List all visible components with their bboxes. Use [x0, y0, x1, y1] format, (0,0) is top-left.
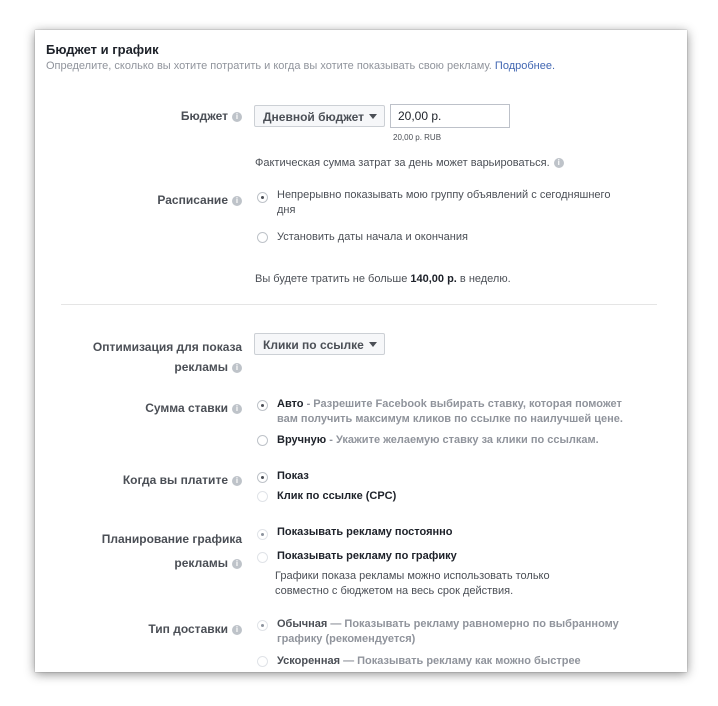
- ad-schedule-label-line2: рекламы: [174, 556, 228, 570]
- bid-auto-radio[interactable]: [257, 400, 268, 411]
- info-icon[interactable]: i: [232, 196, 242, 206]
- optimization-dropdown[interactable]: [254, 333, 385, 355]
- info-icon[interactable]: i: [232, 559, 242, 569]
- delivery-label-text: Тип доставки: [148, 622, 228, 636]
- spend-prefix: Вы будете тратить не больше: [255, 273, 411, 285]
- schedule-continuous-line2: дня: [277, 204, 296, 216]
- optimization-label-line1: Оптимизация для показа: [92, 340, 242, 354]
- info-icon[interactable]: i: [232, 404, 242, 414]
- delivery-standard-radio[interactable]: [257, 620, 268, 631]
- bid-label-text: Сумма ставки: [145, 401, 228, 415]
- delivery-accelerated-desc: — Показывать рекламу как можно быстрее: [340, 655, 581, 667]
- delivery-standard-desc2: графику (рекомендуется): [277, 633, 416, 645]
- budget-note: [255, 157, 564, 169]
- budget-amount-input[interactable]: [390, 104, 510, 128]
- info-icon[interactable]: i: [554, 158, 564, 168]
- learn-more-link[interactable]: Подробнее.: [494, 60, 556, 72]
- budget-label: [181, 109, 242, 123]
- ad-schedule-always-option[interactable]: [277, 525, 453, 540]
- delivery-standard-option[interactable]: [277, 617, 619, 647]
- ad-schedule-always-label: Показывать рекламу постоянно: [277, 526, 453, 538]
- budget-currency-hint: 20,00 р. RUB: [393, 133, 442, 142]
- budget-type-label: Дневной бюджет: [263, 110, 364, 124]
- bid-manual-radio[interactable]: [257, 435, 268, 446]
- budget-label-text: Бюджет: [180, 109, 228, 123]
- schedule-continuous-option[interactable]: [277, 188, 610, 218]
- bid-manual-title: Вручную: [277, 434, 327, 446]
- section-subtitle: [46, 60, 555, 72]
- delivery-label: [148, 622, 242, 636]
- delivery-standard-title: Обычная: [277, 618, 328, 630]
- info-icon[interactable]: i: [232, 476, 242, 486]
- ad-schedule-note: [275, 569, 550, 599]
- ad-schedule-label: [102, 527, 242, 575]
- delivery-standard-desc1: — Показывать рекламу равномерно по выбранному: [327, 618, 619, 630]
- payment-impression-label: Показ: [277, 470, 309, 482]
- schedule-dates-radio[interactable]: [257, 232, 268, 243]
- bid-manual-option[interactable]: [277, 433, 599, 448]
- delivery-accelerated-option[interactable]: [277, 654, 581, 669]
- section-divider: [61, 304, 657, 305]
- spend-suffix: в неделю.: [456, 273, 511, 285]
- bid-auto-title: Авто: [277, 398, 304, 410]
- spend-amount: 140,00 р.: [410, 273, 457, 285]
- weekly-spend-note: [255, 273, 511, 285]
- bid-auto-desc1: - Разрешите Facebook выбирать ставку, которая поможет: [303, 398, 622, 410]
- schedule-continuous-radio[interactable]: [257, 192, 268, 203]
- info-icon[interactable]: i: [232, 112, 242, 122]
- info-icon[interactable]: i: [232, 363, 242, 373]
- schedule-label: [157, 193, 242, 207]
- payment-impression-option[interactable]: [277, 469, 309, 484]
- ad-schedule-custom-label: Показывать рекламу по графику: [277, 550, 457, 562]
- payment-label-text: Когда вы платите: [122, 473, 228, 487]
- delivery-accelerated-radio[interactable]: [257, 656, 268, 667]
- schedule-dates-option[interactable]: Установить даты начала и окончания: [277, 231, 468, 243]
- delivery-accelerated-title: Ускоренная: [277, 655, 341, 667]
- schedule-continuous-line1: Непрерывно показывать мою группу объявлений с сегодняшнего: [277, 189, 611, 201]
- payment-label: [123, 473, 242, 487]
- payment-cpc-radio[interactable]: [257, 491, 268, 502]
- optimization-label: [93, 337, 242, 377]
- budget-schedule-panel: [35, 30, 687, 672]
- ad-schedule-always-radio[interactable]: [257, 529, 268, 540]
- ad-schedule-custom-option[interactable]: [277, 549, 457, 564]
- bid-label: [145, 401, 242, 415]
- bid-auto-option[interactable]: [277, 397, 623, 427]
- chevron-down-icon: [369, 114, 377, 119]
- schedule-label-text: Расписание: [157, 193, 228, 207]
- optimization-label-line2: рекламы: [174, 360, 228, 374]
- payment-impression-radio[interactable]: [257, 472, 268, 483]
- ad-schedule-note2: совместно с бюджетом на весь срок действия.: [275, 585, 514, 597]
- payment-cpc-option[interactable]: [277, 489, 396, 504]
- payment-cpc-label: Клик по ссылке (CPC): [277, 490, 397, 502]
- budget-note-text: Фактическая сумма затрат за день может варьироваться.: [255, 157, 550, 169]
- optimization-dropdown-label: Клики по ссылке: [263, 338, 364, 352]
- section-title: Бюджет и график: [46, 42, 159, 57]
- ad-schedule-note1: Графики показа рекламы можно использовать только: [275, 570, 550, 582]
- ad-schedule-custom-radio[interactable]: [257, 552, 268, 563]
- chevron-down-icon: [369, 342, 377, 347]
- subtitle-text: Определите, сколько вы хотите потратить и когда вы хотите показывать свою рекламу.: [46, 60, 492, 72]
- budget-type-dropdown[interactable]: [254, 105, 385, 127]
- bid-manual-desc: - Укажите желаемую ставку за клики по ссылкам.: [326, 434, 599, 446]
- info-icon[interactable]: i: [232, 625, 242, 635]
- ad-schedule-label-line1: Планирование графика: [101, 532, 242, 546]
- bid-auto-desc2: вам получить максимум кликов по ссылке по наилучшей цене.: [277, 413, 623, 425]
